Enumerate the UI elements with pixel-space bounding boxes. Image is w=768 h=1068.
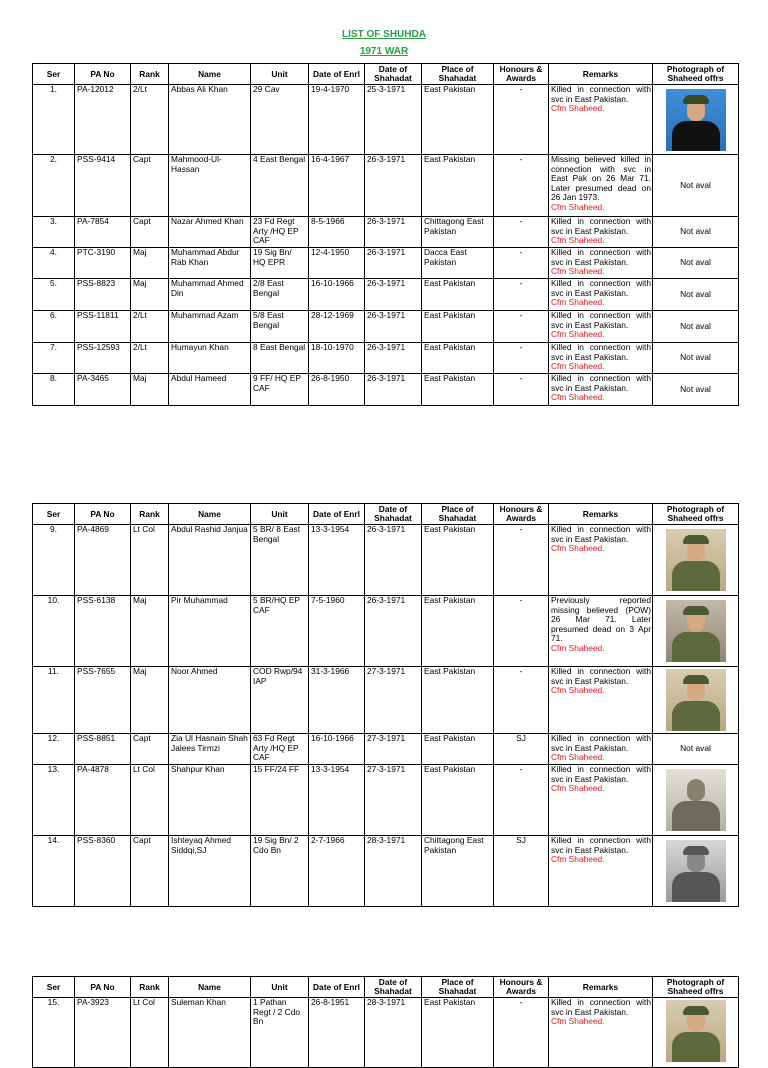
cell-remarks	[549, 596, 653, 667]
cell-honours: -	[494, 525, 549, 596]
cell-date-shahadat: 28-3-1971	[365, 998, 422, 1068]
cell-place: East Pakistan	[422, 85, 494, 155]
cell-pa-no: PA-3465	[75, 374, 131, 406]
header-photograph: Photograph of Shaheed offrs	[653, 977, 739, 998]
cell-date-shahadat: 26-3-1971	[365, 525, 422, 596]
cell-honours: -	[494, 667, 549, 734]
cfm-shaheed-text: Cfm Shaheed.	[551, 642, 605, 653]
table-row	[33, 311, 739, 343]
cell-remarks	[549, 311, 653, 343]
cfm-shaheed-text: Cfm Shaheed.	[551, 392, 605, 403]
cell-unit: 19 Sig Bn/ HQ EPR	[251, 248, 309, 279]
cell-remarks	[549, 667, 653, 734]
header-rank: Rank	[131, 64, 169, 85]
shuhda-table-1	[32, 63, 739, 406]
cfm-shaheed-text: Cfm Shaheed.	[551, 329, 605, 340]
cell-rank: 2/Lt	[131, 311, 169, 343]
cell-place: East Pakistan	[422, 311, 494, 343]
cell-name: Pir Muhammad	[169, 596, 251, 667]
cell-rank: Lt Col	[131, 525, 169, 596]
shuhda-table-2	[32, 503, 739, 907]
cell-photo	[653, 836, 739, 907]
cell-honours: SJ	[494, 836, 549, 907]
cell-pa-no: PSS-6138	[75, 596, 131, 667]
cell-ser: 14.	[33, 836, 75, 907]
cell-date-shahadat: 26-3-1971	[365, 217, 422, 248]
cell-date-shahadat: 28-3-1971	[365, 836, 422, 907]
table-row	[33, 765, 739, 836]
cell-name: Muhammad Abdur Rab Khan	[169, 248, 251, 279]
portrait-photo	[666, 840, 726, 902]
cell-date-shahadat: 27-3-1971	[365, 667, 422, 734]
cell-place: East Pakistan	[422, 765, 494, 836]
cell-unit: 1 Pathan Regt / 2 Cdo Bn	[251, 998, 309, 1068]
header-pa-no: PA No	[75, 64, 131, 85]
cell-name: Suleman Khan	[169, 998, 251, 1068]
header-rank: Rank	[131, 977, 169, 998]
header-ser: Ser	[33, 977, 75, 998]
header-unit: Unit	[251, 977, 309, 998]
cell-photo-not-available: Not aval	[653, 279, 739, 311]
cell-name: Muhammad Ahmed Din	[169, 279, 251, 311]
cell-honours: -	[494, 596, 549, 667]
cell-name: Muhammad Azam	[169, 311, 251, 343]
cfm-shaheed-text: Cfm Shaheed.	[551, 103, 605, 114]
cell-date-shahadat: 26-3-1971	[365, 311, 422, 343]
remarks-text: Killed in connection with svc in East Pakistan.	[551, 666, 651, 686]
cell-unit: 5 BR/HQ EP CAF	[251, 596, 309, 667]
cell-unit: 63 Fd Regt Arty /HQ EP CAF	[251, 734, 309, 765]
header-date-of-enrl: Date of Enrl	[309, 64, 365, 85]
cell-date-shahadat: 25-3-1971	[365, 85, 422, 155]
cell-ser: 4.	[33, 248, 75, 279]
remarks-text: Missing believed killed in connection with svc in East Pak on 26 Mar 71. Later presumed dead on 26 Jan 1973.	[551, 154, 651, 203]
cell-photo-not-available: Not aval	[653, 217, 739, 248]
header-remarks: Remarks	[549, 64, 653, 85]
document-subtitle: 1971 WAR	[359, 46, 409, 57]
cell-remarks	[549, 248, 653, 279]
portrait-photo	[666, 1000, 726, 1062]
cell-remarks	[549, 836, 653, 907]
cell-place: East Pakistan	[422, 525, 494, 596]
remarks-text: Killed in connection with svc in East Pakistan.	[551, 216, 651, 236]
cell-place: East Pakistan	[422, 596, 494, 667]
portrait-photo	[666, 89, 726, 151]
table-row	[33, 279, 739, 311]
cell-rank: Maj	[131, 667, 169, 734]
table-row	[33, 596, 739, 667]
cell-name: Zia Ul Hasnain Shah Jalees Tirmzi	[169, 734, 251, 765]
cell-pa-no: PSS-8851	[75, 734, 131, 765]
cell-ser: 6.	[33, 311, 75, 343]
shuhda-table-3	[32, 976, 739, 1068]
remarks-text: Killed in connection with svc in East Pakistan.	[551, 997, 651, 1017]
header-photograph: Photograph of Shaheed offrs	[653, 504, 739, 525]
cell-rank: Capt	[131, 734, 169, 765]
table-row	[33, 374, 739, 406]
cell-name: Abbas Ali Khan	[169, 85, 251, 155]
header-unit: Unit	[251, 504, 309, 525]
cell-unit: 29 Cav	[251, 85, 309, 155]
cell-name: Abdul Hameed	[169, 374, 251, 406]
header-remarks: Remarks	[549, 977, 653, 998]
cell-date-enrl: 12-4-1950	[309, 248, 365, 279]
cell-ser: 12.	[33, 734, 75, 765]
header-date-of-shahadat: Date of Shahadat	[365, 504, 422, 525]
cell-ser: 5.	[33, 279, 75, 311]
header-date-of-shahadat: Date of Shahadat	[365, 977, 422, 998]
cell-remarks	[549, 374, 653, 406]
cell-pa-no: PTC-3190	[75, 248, 131, 279]
cfm-shaheed-text: Cfm Shaheed.	[551, 361, 605, 372]
cell-remarks	[549, 217, 653, 248]
table-row	[33, 248, 739, 279]
cell-unit: 23 Fd Regt Arty /HQ EP CAF	[251, 217, 309, 248]
table-row	[33, 998, 739, 1068]
cell-place: East Pakistan	[422, 667, 494, 734]
cell-date-enrl: 16-4-1967	[309, 155, 365, 217]
header-photograph: Photograph of Shaheed offrs	[653, 64, 739, 85]
cell-rank: Maj	[131, 596, 169, 667]
cell-rank: Maj	[131, 279, 169, 311]
table-row	[33, 734, 739, 765]
table-row	[33, 343, 739, 374]
cell-ser: 15.	[33, 998, 75, 1068]
cell-pa-no: PSS-12593	[75, 343, 131, 374]
header-rank: Rank	[131, 504, 169, 525]
cell-place: East Pakistan	[422, 998, 494, 1068]
cell-honours: -	[494, 85, 549, 155]
header-ser: Ser	[33, 64, 75, 85]
cell-pa-no: PSS-11811	[75, 311, 131, 343]
cell-unit: 5/8 East Bengal	[251, 311, 309, 343]
document-title: LIST OF SHUHDA	[342, 29, 426, 40]
cell-photo	[653, 998, 739, 1068]
cell-honours: -	[494, 155, 549, 217]
cell-date-enrl: 26-8-1950	[309, 374, 365, 406]
cell-date-enrl: 2-7-1966	[309, 836, 365, 907]
cell-date-shahadat: 26-3-1971	[365, 155, 422, 217]
table-header-row	[33, 504, 739, 525]
table-row	[33, 85, 739, 155]
cell-place: East Pakistan	[422, 374, 494, 406]
cell-unit: 5 BR/ 8 East Bengal	[251, 525, 309, 596]
cell-photo-not-available: Not aval	[653, 343, 739, 374]
cell-date-enrl: 8-5-1966	[309, 217, 365, 248]
cell-honours: SJ	[494, 734, 549, 765]
header-remarks: Remarks	[549, 504, 653, 525]
cell-date-enrl: 19-4-1970	[309, 85, 365, 155]
cell-photo-not-available: Not aval	[653, 374, 739, 406]
cell-date-shahadat: 26-3-1971	[365, 596, 422, 667]
cell-rank: Maj	[131, 374, 169, 406]
cell-date-shahadat: 26-3-1971	[365, 374, 422, 406]
cell-pa-no: PSS-9414	[75, 155, 131, 217]
table-header-row	[33, 64, 739, 85]
cell-place: Chittagong East Pakistan	[422, 836, 494, 907]
cell-place: East Pakistan	[422, 343, 494, 374]
cell-remarks	[549, 734, 653, 765]
cell-date-shahadat: 26-3-1971	[365, 343, 422, 374]
table-row	[33, 836, 739, 907]
cell-honours: -	[494, 998, 549, 1068]
cell-place: Chittagong East Pakistan	[422, 217, 494, 248]
remarks-text: Killed in connection with svc in East Pakistan.	[551, 342, 651, 362]
cfm-shaheed-text: Cfm Shaheed.	[551, 783, 605, 794]
header-date-of-enrl: Date of Enrl	[309, 977, 365, 998]
cell-date-enrl: 13-3-1954	[309, 765, 365, 836]
cell-remarks	[549, 343, 653, 374]
remarks-text: Killed in connection with svc in East Pakistan.	[551, 524, 651, 544]
cell-photo-not-available: Not aval	[653, 311, 739, 343]
header-unit: Unit	[251, 64, 309, 85]
cell-pa-no: PA-7854	[75, 217, 131, 248]
cell-ser: 10.	[33, 596, 75, 667]
portrait-photo	[666, 529, 726, 591]
cell-photo	[653, 667, 739, 734]
table-row	[33, 525, 739, 596]
cell-pa-no: PSS-8360	[75, 836, 131, 907]
cell-ser: 9.	[33, 525, 75, 596]
cell-unit: 15 FF/24 FF	[251, 765, 309, 836]
cell-honours: -	[494, 279, 549, 311]
remarks-text: Killed in connection with svc in East Pakistan.	[551, 733, 651, 753]
cell-place: East Pakistan	[422, 155, 494, 217]
cell-honours: -	[494, 248, 549, 279]
cell-rank: Lt Col	[131, 765, 169, 836]
cfm-shaheed-text: Cfm Shaheed.	[551, 1016, 605, 1027]
cell-ser: 2.	[33, 155, 75, 217]
header-ser: Ser	[33, 504, 75, 525]
cfm-shaheed-text: Cfm Shaheed.	[551, 266, 605, 277]
header-date-of-shahadat: Date of Shahadat	[365, 64, 422, 85]
cell-remarks	[549, 279, 653, 311]
table-row	[33, 217, 739, 248]
cell-ser: 8.	[33, 374, 75, 406]
cell-place: Dacca East Pakistan	[422, 248, 494, 279]
header-pa-no: PA No	[75, 977, 131, 998]
cfm-shaheed-text: Cfm Shaheed.	[551, 752, 605, 763]
cell-pa-no: PA-4869	[75, 525, 131, 596]
cell-photo	[653, 765, 739, 836]
cell-date-enrl: 13-3-1954	[309, 525, 365, 596]
cell-unit: 4 East Bengal	[251, 155, 309, 217]
cfm-shaheed-text: Cfm Shaheed.	[551, 685, 605, 696]
cell-honours: -	[494, 343, 549, 374]
cell-pa-no: PSS-8823	[75, 279, 131, 311]
header-place-of-shahadat: Place of Shahadat	[422, 64, 494, 85]
header-place-of-shahadat: Place of Shahadat	[422, 977, 494, 998]
header-honours-awards: Honours & Awards	[494, 977, 549, 998]
cell-honours: -	[494, 217, 549, 248]
cell-photo-not-available: Not aval	[653, 248, 739, 279]
cell-date-enrl: 26-8-1951	[309, 998, 365, 1068]
table-row	[33, 155, 739, 217]
table-row	[33, 667, 739, 734]
header-honours-awards: Honours & Awards	[494, 64, 549, 85]
header-place-of-shahadat: Place of Shahadat	[422, 504, 494, 525]
cell-unit: 9 FF/ HQ EP CAF	[251, 374, 309, 406]
remarks-text: Killed in connection with svc in East Pakistan.	[551, 278, 651, 298]
cell-pa-no: PA-3923	[75, 998, 131, 1068]
cell-date-enrl: 7-5-1960	[309, 596, 365, 667]
cell-date-shahadat: 27-3-1971	[365, 765, 422, 836]
cfm-shaheed-text: Cfm Shaheed.	[551, 235, 605, 246]
cell-unit: 2/8 East Bengal	[251, 279, 309, 311]
cell-remarks	[549, 998, 653, 1068]
remarks-text: Killed in connection with svc in East Pakistan.	[551, 764, 651, 784]
remarks-text: Killed in connection with svc in East Pakistan.	[551, 84, 651, 104]
cell-honours: -	[494, 765, 549, 836]
cell-name: Noor Ahmed	[169, 667, 251, 734]
cell-name: Humayun Khan	[169, 343, 251, 374]
cell-date-shahadat: 26-3-1971	[365, 279, 422, 311]
portrait-photo	[666, 769, 726, 831]
remarks-text: Killed in connection with svc in East Pakistan.	[551, 835, 651, 855]
cfm-shaheed-text: Cfm Shaheed.	[551, 854, 605, 865]
cell-pa-no: PA-12012	[75, 85, 131, 155]
cell-honours: -	[494, 311, 549, 343]
portrait-photo	[666, 669, 726, 731]
cell-date-enrl: 28-12-1969	[309, 311, 365, 343]
cell-remarks	[549, 765, 653, 836]
cell-unit: 8 East Bengal	[251, 343, 309, 374]
cfm-shaheed-text: Cfm Shaheed.	[551, 297, 605, 308]
cell-date-enrl: 18-10-1970	[309, 343, 365, 374]
cell-unit: 19 Sig Bn/ 2 Cdo Bn	[251, 836, 309, 907]
header-name: Name	[169, 504, 251, 525]
cell-ser: 11.	[33, 667, 75, 734]
cell-honours: -	[494, 374, 549, 406]
cell-place: East Pakistan	[422, 734, 494, 765]
header-pa-no: PA No	[75, 504, 131, 525]
table-header-row	[33, 977, 739, 998]
cell-unit: COD Rwp/94 IAP	[251, 667, 309, 734]
portrait-photo	[666, 600, 726, 662]
cell-date-enrl: 31-3-1966	[309, 667, 365, 734]
cell-photo	[653, 85, 739, 155]
remarks-text: Previously reported missing believed (POW) 26 Mar 71. Later presumed dead on 3 Apr 71.	[551, 595, 651, 644]
cell-ser: 1.	[33, 85, 75, 155]
cell-rank: 2/Lt	[131, 85, 169, 155]
remarks-text: Killed in connection with svc in East Pakistan.	[551, 310, 651, 330]
cell-rank: Lt Col	[131, 998, 169, 1068]
cell-pa-no: PSS-7655	[75, 667, 131, 734]
cell-remarks	[549, 155, 653, 217]
cell-ser: 7.	[33, 343, 75, 374]
cell-rank: 2/Lt	[131, 343, 169, 374]
cell-name: Nazar Ahmed Khan	[169, 217, 251, 248]
cell-remarks	[549, 525, 653, 596]
cell-name: Shahpur Khan	[169, 765, 251, 836]
cfm-shaheed-text: Cfm Shaheed.	[551, 543, 605, 554]
cell-date-enrl: 16-10-1966	[309, 279, 365, 311]
remarks-text: Killed in connection with svc in East Pakistan.	[551, 373, 651, 393]
header-honours-awards: Honours & Awards	[494, 504, 549, 525]
cell-photo-not-available: Not aval	[653, 734, 739, 765]
header-date-of-enrl: Date of Enrl	[309, 504, 365, 525]
cell-rank: Capt	[131, 836, 169, 907]
cell-photo-not-available: Not aval	[653, 155, 739, 217]
cell-date-enrl: 16-10-1966	[309, 734, 365, 765]
cfm-shaheed-text: Cfm Shaheed.	[551, 201, 605, 212]
cell-rank: Maj	[131, 248, 169, 279]
remarks-text: Killed in connection with svc in East Pakistan.	[551, 247, 651, 267]
cell-rank: Capt	[131, 217, 169, 248]
cell-place: East Pakistan	[422, 279, 494, 311]
cell-ser: 13.	[33, 765, 75, 836]
cell-name: Ishteyaq Ahmed Siddqi,SJ	[169, 836, 251, 907]
cell-ser: 3.	[33, 217, 75, 248]
cell-name: Mahmood-Ul-Hassan	[169, 155, 251, 217]
cell-rank: Capt	[131, 155, 169, 217]
cell-date-shahadat: 27-3-1971	[365, 734, 422, 765]
cell-date-shahadat: 26-3-1971	[365, 248, 422, 279]
header-name: Name	[169, 64, 251, 85]
cell-photo	[653, 596, 739, 667]
cell-photo	[653, 525, 739, 596]
cell-pa-no: PA-4878	[75, 765, 131, 836]
header-name: Name	[169, 977, 251, 998]
cell-remarks	[549, 85, 653, 155]
cell-name: Abdul Rashid Janjua	[169, 525, 251, 596]
